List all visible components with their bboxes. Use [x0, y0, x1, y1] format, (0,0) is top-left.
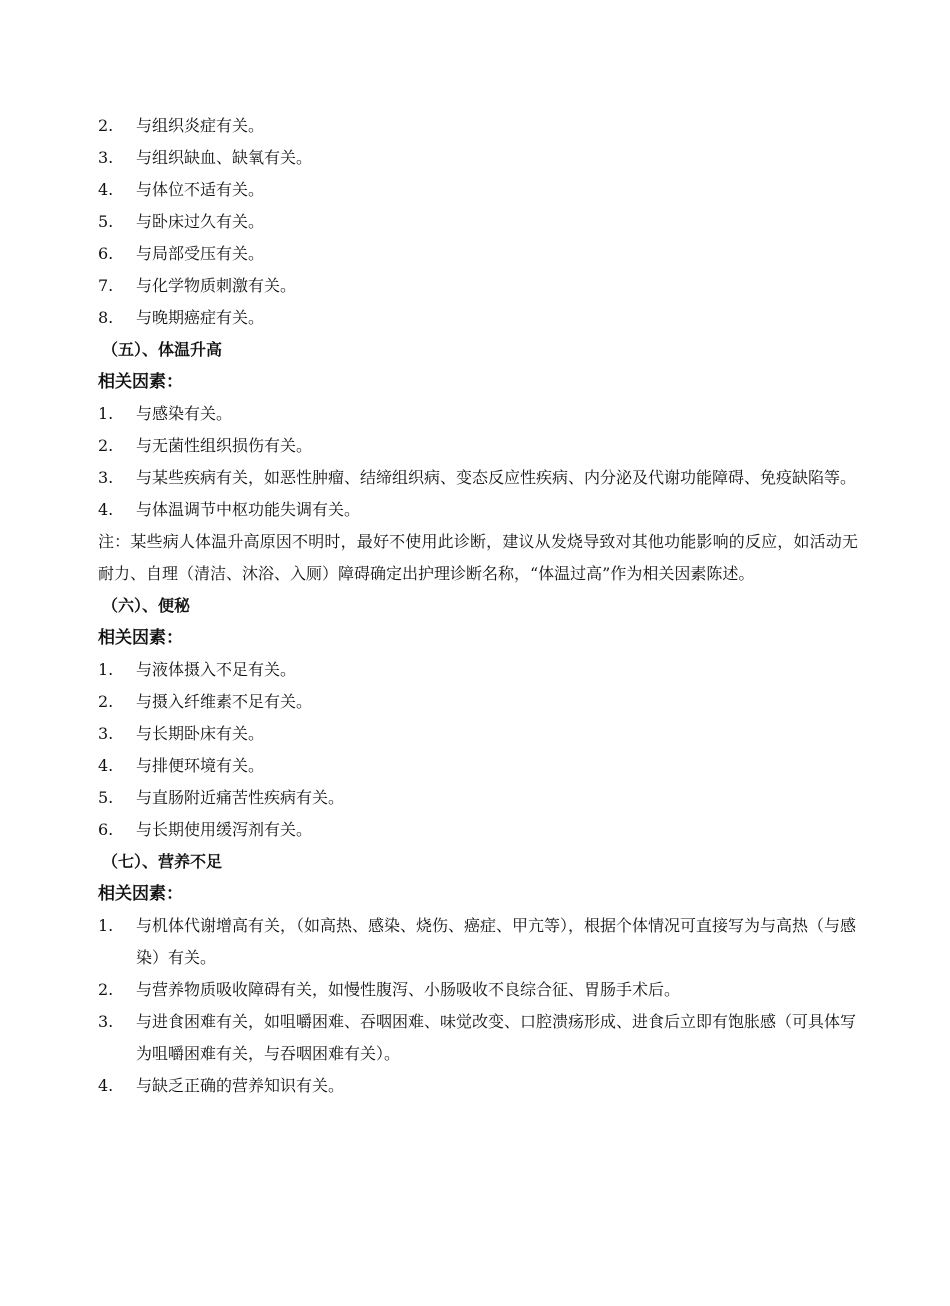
list-item: 1. 与机体代谢增高有关，（如高热、感染、烧伤、癌症、甲亢等），根据个体情况可直接写为与高热（与感染）有关。 [98, 916, 857, 967]
factors-label: 相关因素： [98, 884, 183, 904]
list-item: 3. 与某些疾病有关，如恶性肿瘤、结缔组织病、变态反应性疾病、内分泌及代谢功能障碍、免疫缺陷等。 [98, 468, 857, 487]
list-item: 2. 与组织炎症有关。 [98, 116, 265, 135]
section-heading: （五）、体温升高 [102, 340, 223, 359]
factors-label: 相关因素： [98, 372, 183, 392]
list-item: 2. 与摄入纤维素不足有关。 [98, 692, 313, 711]
list-item: 7. 与化学物质刺激有关。 [98, 276, 297, 295]
list-item: 6. 与长期使用缓泻剂有关。 [98, 820, 313, 839]
list-item: 6. 与局部受压有关。 [98, 244, 265, 263]
factors-label: 相关因素： [98, 628, 183, 648]
list-item: 5. 与直肠附近痛苦性疾病有关。 [98, 788, 345, 807]
note-paragraph: 注：某些病人体温升高原因不明时，最好不使用此诊断，建议从发烧导致对其他功能影响的反应，如活动无耐力、自理（清洁、沐浴、入厕）障碍确定出护理诊断名称，“体温过高”作为相关因素陈述。 [98, 532, 858, 583]
list-item: 2. 与无菌性组织损伤有关。 [98, 436, 313, 455]
list-item: 1. 与液体摄入不足有关。 [98, 660, 297, 679]
list-item: 3. 与长期卧床有关。 [98, 724, 265, 743]
list-item: 2. 与营养物质吸收障碍有关，如慢性腹泻、小肠吸收不良综合征、胃肠手术后。 [98, 980, 681, 999]
document-page [98, 110, 858, 1102]
list-item: 3. 与组织缺血、缺氧有关。 [98, 148, 313, 167]
list-item: 4. 与排便环境有关。 [98, 756, 265, 775]
list-item: 4. 与体位不适有关。 [98, 180, 265, 199]
list-continuation [98, 110, 858, 334]
list-item: 4. 与体温调节中枢功能失调有关。 [98, 500, 361, 519]
list-item: 3. 与进食困难有关，如咀嚼困难、吞咽困难、味觉改变、口腔溃疡形成、进食后立即有饱胀感（可具体写为咀嚼困难有关，与吞咽困难有关）。 [98, 1012, 857, 1063]
list-item: 1. 与感染有关。 [98, 404, 233, 423]
section-heading: （六）、便秘 [102, 596, 191, 615]
section-heading: （七）、营养不足 [102, 852, 223, 871]
list-item: 8. 与晚期癌症有关。 [98, 308, 265, 327]
list-item: 4. 与缺乏正确的营养知识有关。 [98, 1076, 345, 1095]
list-item: 5. 与卧床过久有关。 [98, 212, 265, 231]
